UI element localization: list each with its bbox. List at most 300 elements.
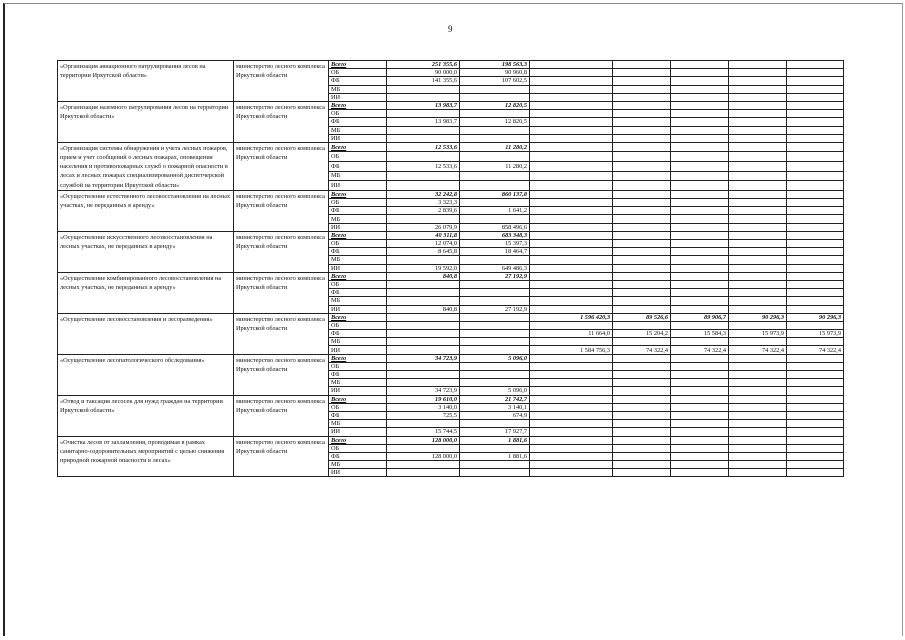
amount-cell [671,403,729,411]
amount-cell [787,61,844,69]
measure-name: «Очистка лесов от захламления, проводимая в рамках санитарно-оздоровительных мероприятий с целью снижения природной пожарной опасности в лесах» [58,436,234,477]
funding-source-code: МБ [329,256,387,264]
amount-cell [671,77,729,85]
amount-cell [671,110,729,118]
amount-cell [729,354,787,362]
amount-cell [613,190,671,198]
amount-cell [530,126,613,134]
amount-cell [460,171,530,181]
amount-cell [613,436,671,444]
amount-cell [530,110,613,118]
amount-cell [530,297,613,305]
funding-source-code: ФБ [329,77,387,85]
amount-cell [787,444,844,452]
amount-cell [613,280,671,288]
measure-name: «Осуществление комбинированного лесовосстановления на лесных участках, не переданных в аренду» [58,272,234,313]
funding-source-code: ИИ [329,469,387,477]
amount-cell: 858 496,6 [460,223,530,231]
amount-cell [387,110,460,118]
amount-cell: 11 664,0 [530,330,613,338]
amount-cell [613,411,671,419]
amount-cell [671,69,729,77]
amount-cell [530,181,613,191]
funding-source-code: ФБ [329,452,387,460]
amount-cell [530,93,613,101]
amount-cell: 17 927,7 [460,428,530,436]
funding-source-code: ОБ [329,444,387,452]
amount-cell [729,469,787,477]
amount-cell: 674,9 [460,411,530,419]
amount-cell [787,223,844,231]
amount-cell [530,452,613,460]
funding-source-code: ФБ [329,248,387,256]
amount-cell: 1 641,2 [460,207,530,215]
amount-cell [613,93,671,101]
amount-cell [787,411,844,419]
amount-cell [787,101,844,109]
funding-source-code: ФБ [329,330,387,338]
amount-cell [530,305,613,313]
amount-cell [787,280,844,288]
amount-cell [729,403,787,411]
amount-cell [613,231,671,239]
amount-cell: 74 322,4 [613,346,671,354]
amount-cell [530,101,613,109]
amount-cell [729,264,787,272]
amount-cell [671,362,729,370]
table-row [58,142,844,152]
amount-cell [787,354,844,362]
amount-cell [787,215,844,223]
amount-cell: 11 280,2 [460,142,530,152]
amount-cell [671,436,729,444]
amount-cell [671,61,729,69]
amount-cell [729,461,787,469]
amount-cell: 74 322,4 [787,346,844,354]
amount-cell [671,387,729,395]
amount-cell [460,85,530,93]
amount-cell [613,207,671,215]
amount-cell [387,362,460,370]
amount-cell [387,134,460,142]
funding-source-code: Всего [329,101,387,109]
amount-cell [787,162,844,172]
amount-cell [530,411,613,419]
table-row [58,272,844,280]
amount-cell: 1 881,6 [460,452,530,460]
amount-cell [787,395,844,403]
funding-source-code: ИИ [329,134,387,142]
amount-cell [787,248,844,256]
amount-cell [530,354,613,362]
amount-cell [530,264,613,272]
amount-cell [729,190,787,198]
funding-source-code: ОБ [329,280,387,288]
amount-cell [671,240,729,248]
amount-cell [530,199,613,207]
amount-cell [530,134,613,142]
amount-cell [729,387,787,395]
amount-cell: 15 744,5 [387,428,460,436]
amount-cell [671,371,729,379]
amount-cell: 683 348,3 [460,231,530,239]
amount-cell [787,152,844,162]
amount-cell: 198 563,3 [460,61,530,69]
amount-cell [787,207,844,215]
responsible-executor: министерство лесного комплекса Иркутской области [234,436,329,477]
amount-cell [671,85,729,93]
amount-cell [671,171,729,181]
amount-cell: 725,5 [387,411,460,419]
measure-name: «Организация авиационного патрулирования лесов на территории Иркутской области» [58,61,234,102]
amount-cell [787,240,844,248]
funding-source-code: ОБ [329,403,387,411]
amount-cell [460,379,530,387]
amount-cell [787,289,844,297]
table-row [58,231,844,239]
amount-cell [613,444,671,452]
amount-cell [787,387,844,395]
table-row [58,395,844,403]
amount-cell [613,142,671,152]
amount-cell [787,403,844,411]
amount-cell: 15 397,3 [460,240,530,248]
amount-cell [613,256,671,264]
amount-cell [387,85,460,93]
amount-cell [387,371,460,379]
amount-cell [613,215,671,223]
amount-cell [613,152,671,162]
amount-cell [729,110,787,118]
amount-cell [387,444,460,452]
funding-source-code: МБ [329,338,387,346]
amount-cell [613,305,671,313]
amount-cell [787,181,844,191]
amount-cell [613,61,671,69]
amount-cell [787,190,844,198]
amount-cell [671,338,729,346]
amount-cell [729,118,787,126]
amount-cell [671,126,729,134]
amount-cell: 12 074,0 [387,240,460,248]
amount-cell [387,93,460,101]
amount-cell: 2 839,6 [387,207,460,215]
amount-cell [729,248,787,256]
table-row [58,354,844,362]
amount-cell [530,280,613,288]
amount-cell: 128 000,0 [387,436,460,444]
responsible-executor: министерство лесного комплекса Иркутской области [234,101,329,142]
amount-cell [729,297,787,305]
amount-cell [530,190,613,198]
amount-cell [460,256,530,264]
amount-cell [671,379,729,387]
amount-cell [530,444,613,452]
budget-table [57,60,844,477]
amount-cell [613,181,671,191]
amount-cell [530,142,613,152]
amount-cell: 12 820,5 [460,101,530,109]
amount-cell [460,321,530,329]
amount-cell: 15 973,9 [729,330,787,338]
measure-name: «Организация системы обнаружения и учета лесных пожаров, прием и учет сообщений о лесных пожарах, оповещения населения и противопожарных служб о пожарной опасности в лесах и лесных пожарах специализированной диспетчерской службой на территории Иркутской области» [58,142,234,190]
amount-cell [613,223,671,231]
amount-cell [530,207,613,215]
amount-cell [787,305,844,313]
amount-cell [613,379,671,387]
amount-cell [787,297,844,305]
amount-cell: 840,8 [387,305,460,313]
amount-cell [729,171,787,181]
amount-cell [387,469,460,477]
amount-cell [787,379,844,387]
table-row [58,190,844,198]
amount-cell [387,321,460,329]
measure-name: «Осуществление лесопатологического обследования» [58,354,234,395]
amount-cell [460,289,530,297]
table-body [58,61,844,477]
amount-cell: 13 983,7 [387,118,460,126]
amount-cell [530,272,613,280]
amount-cell [530,461,613,469]
amount-cell [729,152,787,162]
amount-cell [671,289,729,297]
amount-cell: 8 645,8 [387,248,460,256]
amount-cell [613,321,671,329]
amount-cell: 12 533,6 [387,162,460,172]
amount-cell [787,142,844,152]
funding-source-code: Всего [329,436,387,444]
amount-cell [387,313,460,321]
amount-cell [671,395,729,403]
amount-cell [729,362,787,370]
table-row [58,313,844,321]
funding-source-code: ФБ [329,162,387,172]
amount-cell [460,126,530,134]
amount-cell: 15 584,3 [671,330,729,338]
responsible-executor: министерство лесного комплекса Иркутской области [234,61,329,102]
amount-cell [729,85,787,93]
amount-cell [787,126,844,134]
amount-cell [613,338,671,346]
amount-cell [787,420,844,428]
amount-cell [530,469,613,477]
amount-cell [671,223,729,231]
amount-cell [729,452,787,460]
amount-cell: 90 960,8 [460,69,530,77]
amount-cell [671,162,729,172]
amount-cell [671,420,729,428]
amount-cell [787,461,844,469]
amount-cell [387,280,460,288]
amount-cell: 1 881,6 [460,436,530,444]
responsible-executor: министерство лесного комплекса Иркутской области [234,354,329,395]
funding-source-code: ОБ [329,69,387,77]
amount-cell: 19 610,0 [387,395,460,403]
funding-source-code: ФБ [329,371,387,379]
amount-cell [729,289,787,297]
amount-cell [729,231,787,239]
amount-cell [729,181,787,191]
amount-cell: 860 137,8 [460,190,530,198]
amount-cell: 5 096,0 [460,387,530,395]
amount-cell: 34 723,9 [387,387,460,395]
measure-name: «Осуществление искусственного лесовосстановления на лесных участках, не переданных в аренду» [58,231,234,272]
funding-source-code: МБ [329,461,387,469]
funding-source-code: МБ [329,420,387,428]
amount-cell: 90 296,3 [787,313,844,321]
amount-cell [387,338,460,346]
amount-cell: 27 192,9 [460,272,530,280]
measure-name: «Организация наземного патрулирования лесов на территории Иркутской области» [58,101,234,142]
amount-cell [671,118,729,126]
amount-cell [613,428,671,436]
amount-cell [671,190,729,198]
amount-cell: 90 000,0 [387,69,460,77]
amount-cell [613,395,671,403]
amount-cell [787,85,844,93]
amount-cell [787,199,844,207]
amount-cell [387,171,460,181]
amount-cell [787,371,844,379]
amount-cell [671,134,729,142]
funding-source-code: МБ [329,85,387,93]
table-row [58,436,844,444]
amount-cell [787,428,844,436]
funding-source-code: ОБ [329,152,387,162]
amount-cell: 3 323,3 [387,199,460,207]
amount-cell [530,436,613,444]
measure-name: «Отвод и таксация лесосек для нужд граждан на территории Иркутской области» [58,395,234,436]
amount-cell: 13 983,7 [387,101,460,109]
amount-cell [530,69,613,77]
amount-cell: 3 140,0 [387,403,460,411]
amount-cell [729,428,787,436]
amount-cell [671,321,729,329]
amount-cell [729,142,787,152]
amount-cell: 251 355,6 [387,61,460,69]
amount-cell: 3 140,1 [460,403,530,411]
amount-cell [671,452,729,460]
amount-cell [613,420,671,428]
table-row [58,61,844,69]
amount-cell [787,321,844,329]
amount-cell [613,452,671,460]
amount-cell [787,171,844,181]
amount-cell [460,444,530,452]
amount-cell [460,152,530,162]
amount-cell [460,338,530,346]
amount-cell [787,110,844,118]
amount-cell [613,77,671,85]
amount-cell [613,387,671,395]
amount-cell [671,461,729,469]
amount-cell [729,395,787,403]
amount-cell [530,223,613,231]
amount-cell [613,469,671,477]
amount-cell [613,240,671,248]
amount-cell: 12 820,5 [460,118,530,126]
funding-source-code: ОБ [329,240,387,248]
funding-source-code: Всего [329,142,387,152]
responsible-executor: министерство лесного комплекса Иркутской области [234,190,329,231]
funding-source-code: ИИ [329,387,387,395]
funding-source-code: Всего [329,313,387,321]
amount-cell [671,305,729,313]
amount-cell: 5 096,0 [460,354,530,362]
funding-source-code: МБ [329,215,387,223]
funding-source-code: МБ [329,171,387,181]
amount-cell [387,215,460,223]
amount-cell [729,101,787,109]
amount-cell [729,338,787,346]
amount-cell: 74 322,4 [671,346,729,354]
amount-cell: 19 592,0 [387,264,460,272]
funding-source-code: ФБ [329,289,387,297]
amount-cell [729,436,787,444]
amount-cell [671,428,729,436]
amount-cell [613,297,671,305]
amount-cell [729,134,787,142]
amount-cell [530,428,613,436]
amount-cell: 1 584 756,3 [530,346,613,354]
amount-cell [671,181,729,191]
amount-cell [671,199,729,207]
funding-source-code: ИИ [329,305,387,313]
amount-cell [613,118,671,126]
funding-source-code: ОБ [329,321,387,329]
funding-source-code: ИИ [329,428,387,436]
amount-cell: 32 242,8 [387,190,460,198]
funding-source-code: ОБ [329,199,387,207]
funding-source-code: ОБ [329,110,387,118]
amount-cell [387,461,460,469]
amount-cell [729,207,787,215]
amount-cell [530,321,613,329]
amount-cell [530,61,613,69]
amount-cell [787,362,844,370]
amount-cell [460,297,530,305]
funding-source-code: ОБ [329,362,387,370]
amount-cell [530,77,613,85]
measure-name: «Осуществление естественного лесовосстановления на лесных участках, не переданных в аренду» [58,190,234,231]
amount-cell [671,256,729,264]
amount-cell [530,362,613,370]
amount-cell: 40 311,8 [387,231,460,239]
responsible-executor: министерство лесного комплекса Иркутской области [234,231,329,272]
amount-cell [787,469,844,477]
amount-cell [387,289,460,297]
amount-cell [729,444,787,452]
amount-cell: 11 280,2 [460,162,530,172]
amount-cell [729,256,787,264]
amount-cell [729,379,787,387]
amount-cell [460,215,530,223]
amount-cell [460,420,530,428]
amount-cell: 34 723,9 [387,354,460,362]
amount-cell [530,215,613,223]
amount-cell [613,264,671,272]
amount-cell [787,118,844,126]
amount-cell [387,152,460,162]
amount-cell: 89 526,6 [613,313,671,321]
funding-source-code: ФБ [329,207,387,215]
amount-cell [613,403,671,411]
amount-cell [613,110,671,118]
amount-cell [613,461,671,469]
funding-source-code: ИИ [329,93,387,101]
amount-cell: 18 464,7 [460,248,530,256]
